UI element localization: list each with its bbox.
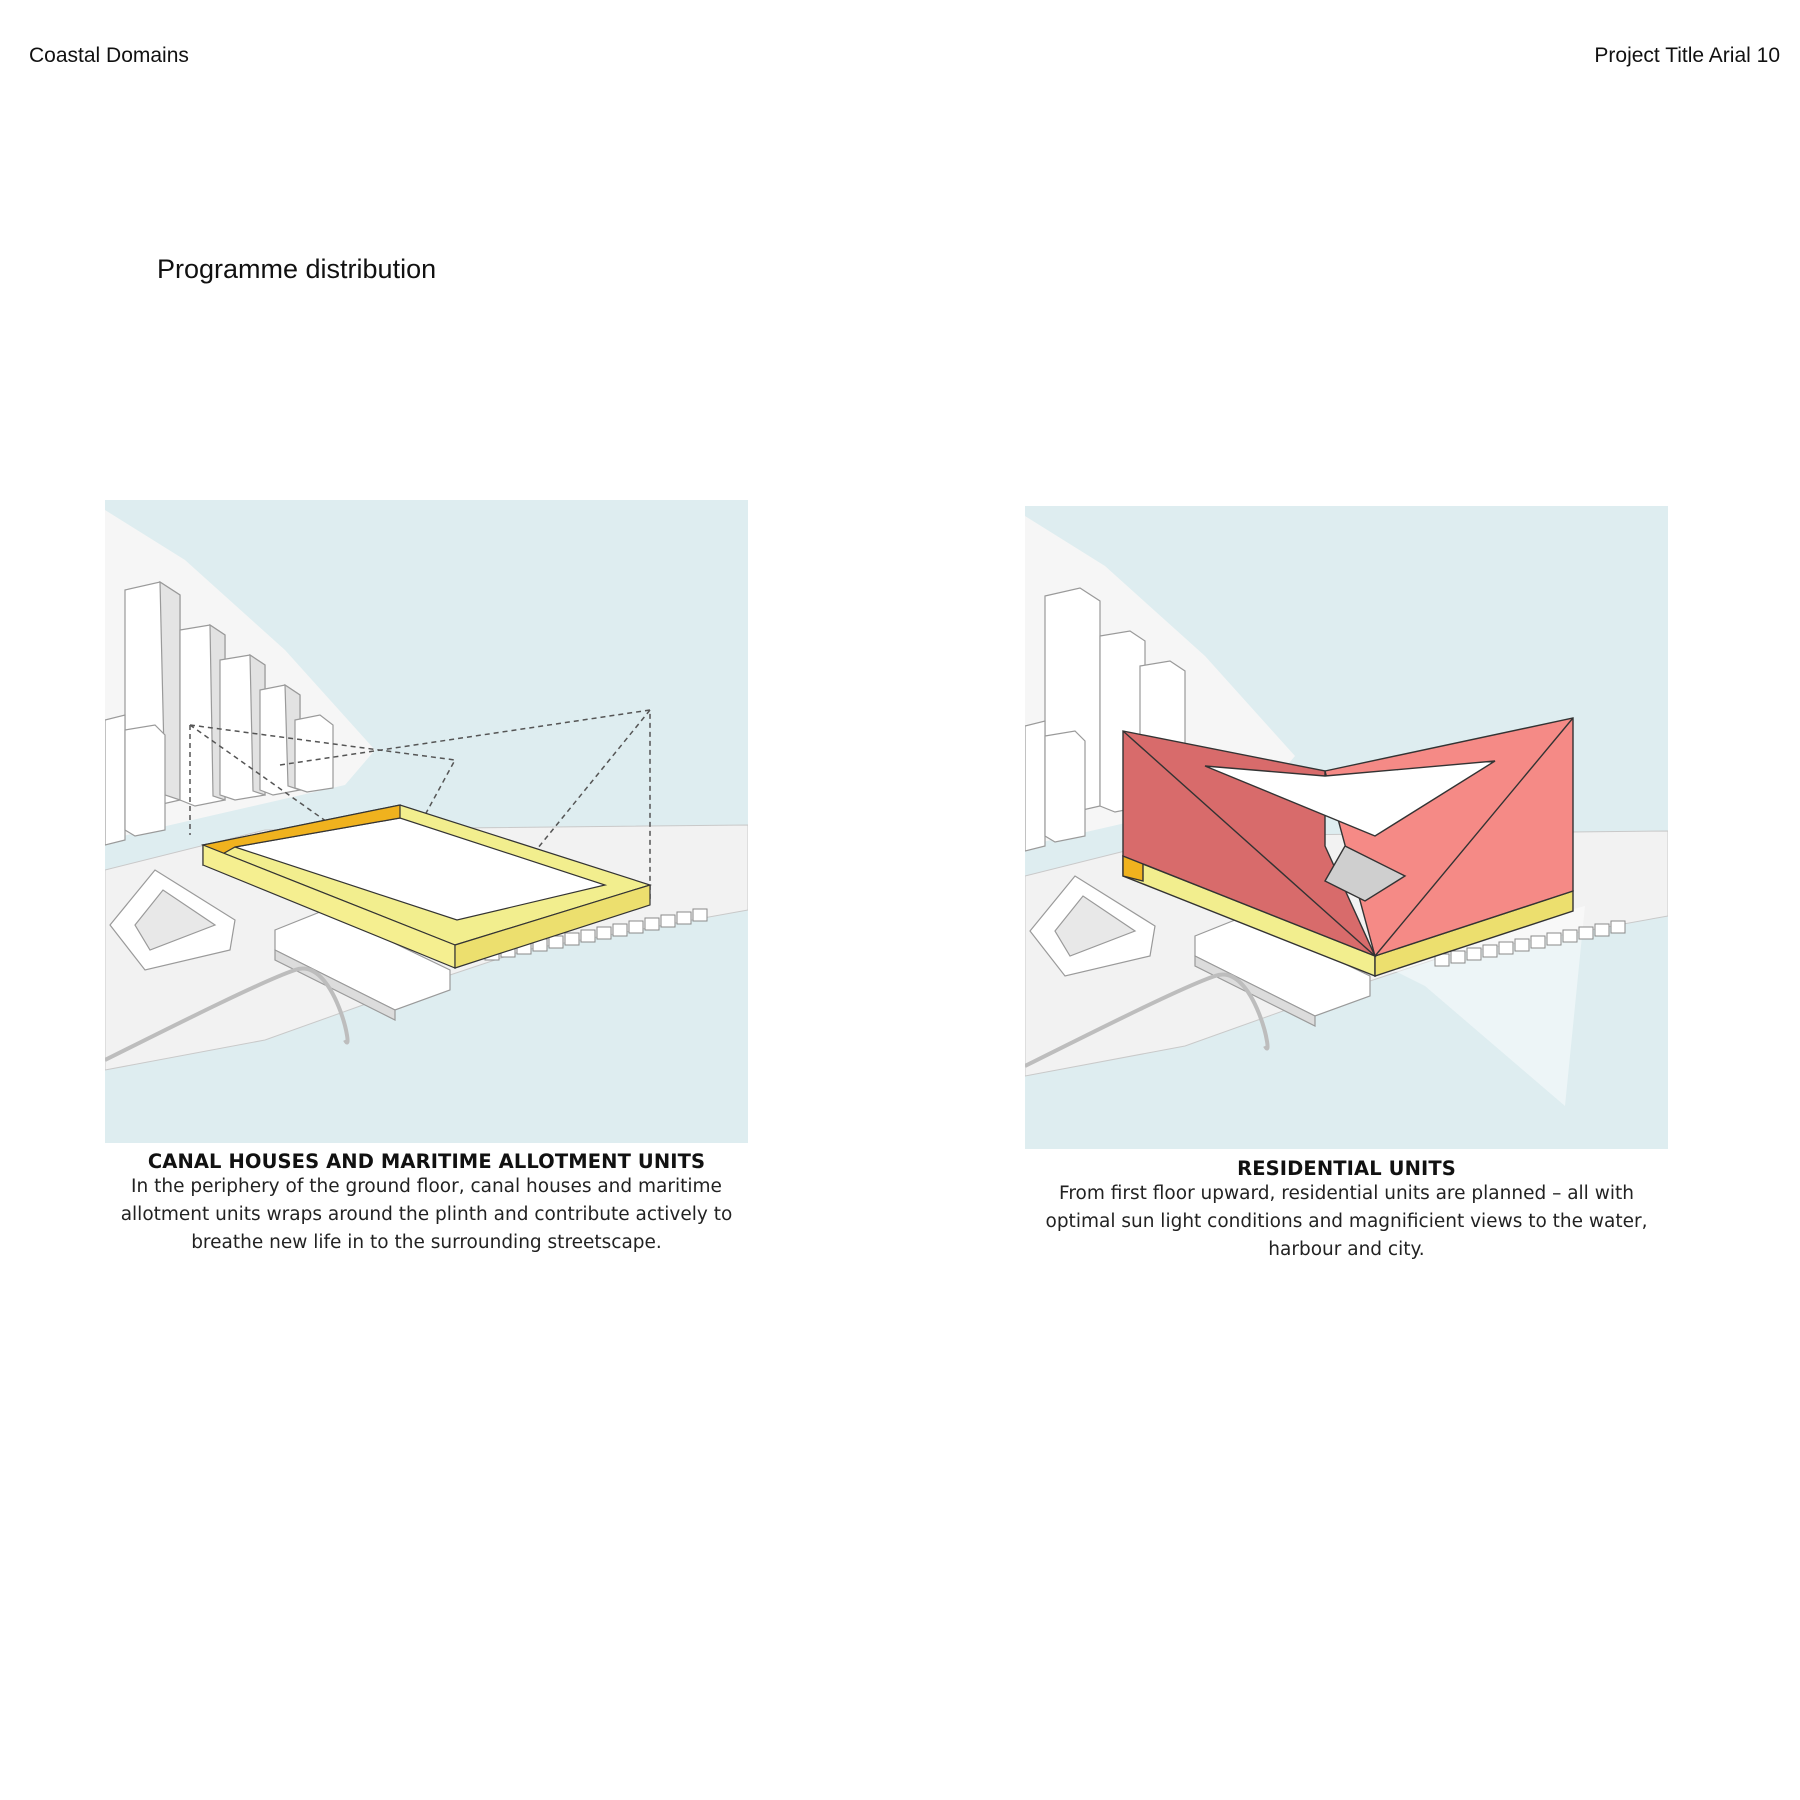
axonometric-plinth-diagram <box>105 500 748 1143</box>
caption-residential-units <box>1025 1157 1668 1264</box>
page-title: Programme distribution <box>157 254 437 284</box>
diagram-residential-units <box>1025 506 1668 1149</box>
caption-title: CANAL HOUSES AND MARITIME ALLOTMENT UNITS <box>147 1150 706 1173</box>
caption-line: harbour and city. <box>1268 1239 1425 1260</box>
caption-line: In the periphery of the ground floor, canal houses and maritime <box>131 1176 722 1197</box>
header-project-title: Project Title Arial 10 <box>1594 44 1780 67</box>
caption-title: RESIDENTIAL UNITS <box>1237 1157 1456 1180</box>
caption-line: optimal sun light conditions and magnificient views to the water, <box>1045 1211 1648 1232</box>
caption-line: breathe new life in to the surrounding streetscape. <box>191 1232 662 1253</box>
caption-body <box>1025 1180 1668 1264</box>
caption-body <box>105 1173 748 1257</box>
axonometric-residential-diagram <box>1025 506 1668 1149</box>
header-project-name: Coastal Domains <box>29 44 189 67</box>
caption-line: From first floor upward, residential units are planned – all with <box>1059 1183 1634 1204</box>
caption-canal-houses <box>105 1150 748 1257</box>
diagram-canal-houses <box>105 500 748 1143</box>
caption-line: allotment units wraps around the plinth and contribute actively to <box>120 1204 733 1225</box>
